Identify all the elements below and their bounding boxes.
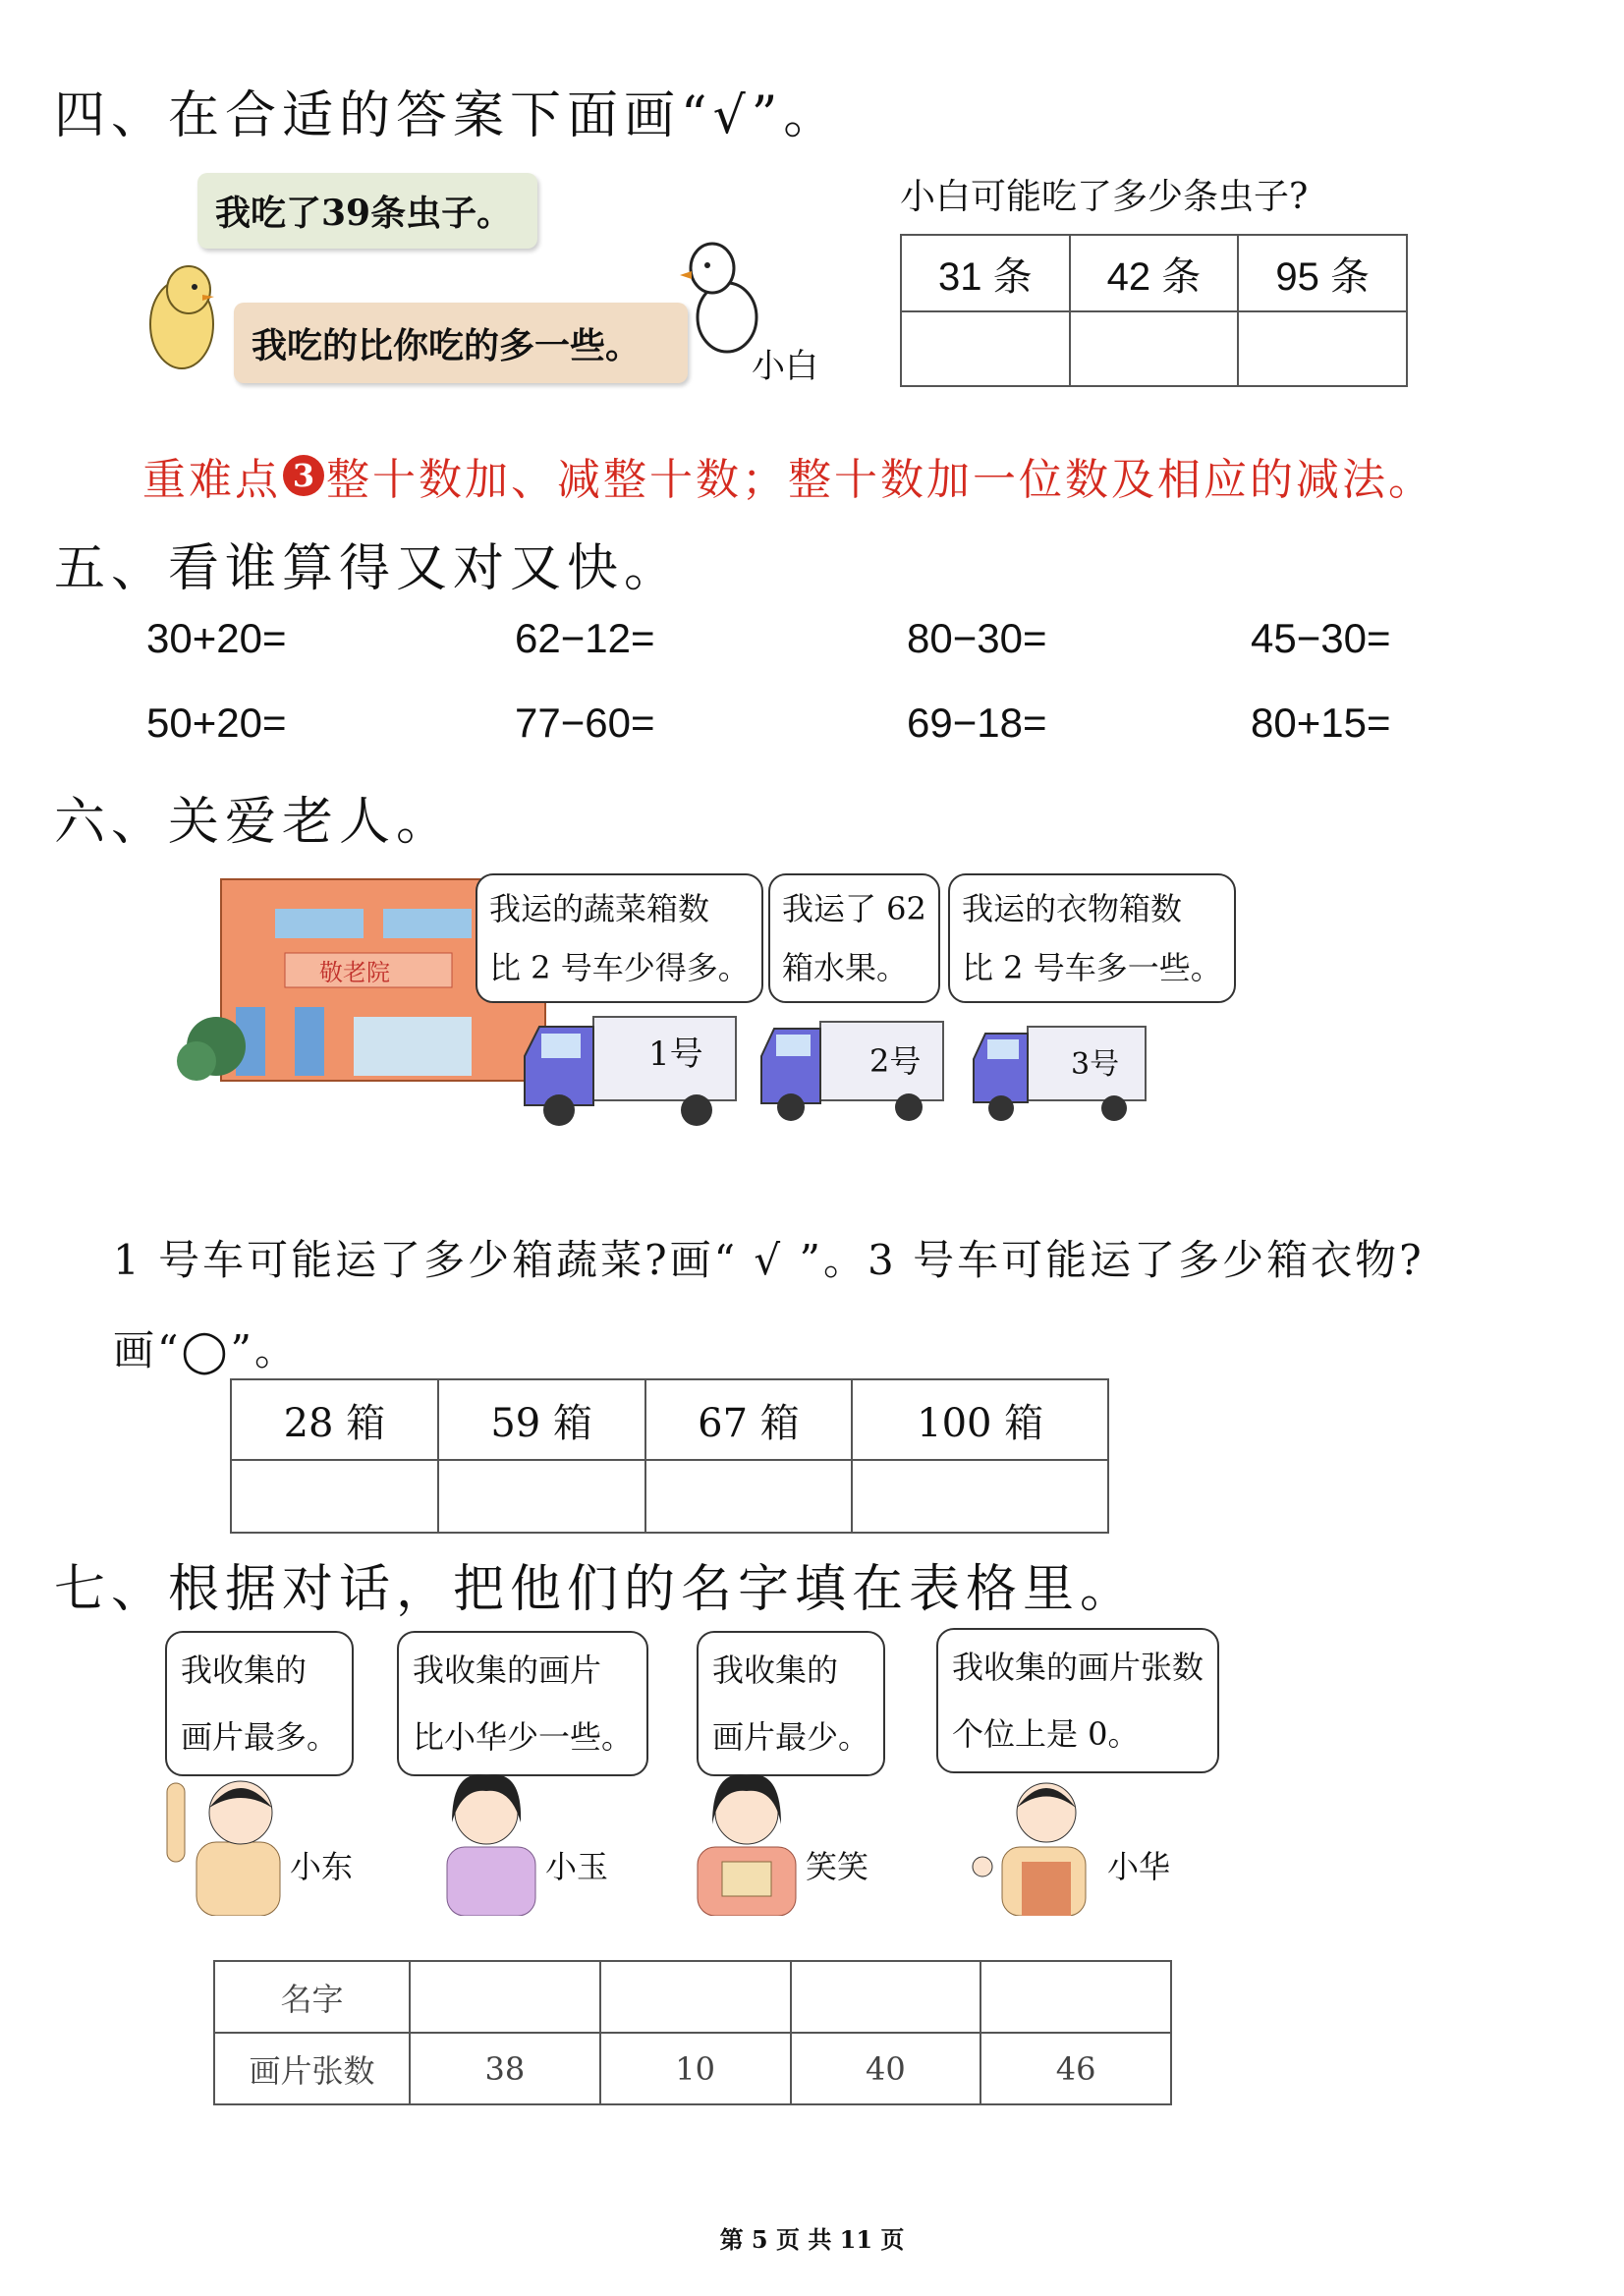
white-chick-name: 小白 (752, 347, 818, 386)
section6-question-line1: 1 号车可能运了多少箱蔬菜?画“ √ ”。3 号车可能运了多少箱衣物? (113, 1236, 1425, 1284)
speech-line: 比 2 号车少得多。 (489, 949, 750, 986)
picture-count-table (213, 1960, 1172, 2105)
yellow-chick-speech: 我吃了39条虫子。 (197, 173, 537, 249)
truck-1-illustration (520, 1012, 741, 1130)
option-cell: 31 条 (901, 235, 1070, 311)
name-answer-cell[interactable] (791, 1961, 981, 2033)
truck-2-label: 2号 (869, 1042, 922, 1080)
section6-question-line2: 画“◯”。 (113, 1326, 299, 1374)
xiaoyu-illustration (432, 1764, 550, 1916)
xiaohua-speech (936, 1628, 1219, 1773)
equation: 69−18= (907, 700, 1047, 746)
kid-name: 笑笑 (806, 1848, 869, 1885)
key-point-banner (142, 444, 1434, 507)
speech-line: 我收集的 (712, 1652, 839, 1689)
option-cell: 100 箱 (852, 1379, 1108, 1460)
truck3-speech (948, 873, 1236, 1003)
kid-name: 小玉 (545, 1848, 609, 1885)
answer-cell[interactable] (1070, 311, 1239, 386)
option-cell: 42 条 (1070, 235, 1239, 311)
truck-1-label: 1号 (648, 1035, 703, 1074)
speech-line: 比 2 号车多一些。 (962, 949, 1222, 986)
xiaohua-illustration (968, 1764, 1095, 1916)
speech-line: 画片最少。 (712, 1718, 870, 1756)
xiaoxiao-speech (697, 1631, 885, 1776)
key-point-prefix: 重难点 (142, 455, 281, 505)
building-sign: 敬老院 (319, 959, 390, 986)
option-cell: 95 条 (1238, 235, 1407, 311)
truck-3-label: 3号 (1071, 1047, 1120, 1082)
count-cell: 10 (600, 2033, 791, 2104)
equation: 80+15= (1251, 700, 1391, 746)
name-answer-cell[interactable] (410, 1961, 600, 2033)
xiaodong-illustration (157, 1764, 295, 1916)
truck1-speech (476, 873, 763, 1003)
option-cell: 59 箱 (438, 1379, 645, 1460)
truck2-speech (768, 873, 940, 1003)
xiaoxiao-illustration (688, 1764, 806, 1916)
truck-3-illustration (969, 1022, 1150, 1125)
speech-line: 我运的蔬菜箱数 (489, 890, 710, 927)
speech-line: 我收集的画片张数 (952, 1649, 1204, 1686)
section6-title: 六、关爱老人。 (54, 793, 454, 852)
row-label-name: 名字 (214, 1961, 410, 2033)
equation: 62−12= (515, 615, 655, 661)
option-cell: 67 箱 (645, 1379, 853, 1460)
count-cell: 46 (980, 2033, 1171, 2104)
section7-title: 七、根据对话，把他们的名字填在表格里。 (54, 1560, 1138, 1619)
xiaoyu-speech (397, 1631, 648, 1776)
speech-line: 我运的衣物箱数 (962, 890, 1183, 927)
name-answer-cell[interactable] (600, 1961, 791, 2033)
answer-cell[interactable] (645, 1460, 853, 1533)
equation: 45−30= (1251, 615, 1391, 661)
answer-cell[interactable] (438, 1460, 645, 1533)
equation: 80−30= (907, 615, 1047, 661)
equation: 50+20= (146, 700, 287, 746)
white-chick-speech: 我吃的比你吃的多一些。 (234, 303, 688, 383)
speech-line: 画片最多。 (181, 1718, 339, 1756)
speech-line: 比小华少一些。 (413, 1718, 634, 1756)
equation: 77−60= (515, 700, 655, 746)
key-point-number-badge: 3 (283, 455, 324, 496)
speech-line: 我运了 62 (782, 890, 926, 927)
section5-title: 五、看谁算得又对又快。 (54, 539, 682, 598)
section4-title: 四、在合适的答案下面画“√”。 (54, 86, 841, 145)
option-cell: 28 箱 (231, 1379, 438, 1460)
speech-line: 个位上是 0。 (952, 1715, 1140, 1753)
page-footer: 第 5 页 共 11 页 (719, 2225, 905, 2254)
yellow-chick-illustration (138, 246, 226, 373)
answer-cell[interactable] (901, 311, 1070, 386)
section4-question: 小白可能吃了多少条虫子? (900, 177, 1309, 217)
answer-table-6 (230, 1378, 1109, 1534)
count-cell: 40 (791, 2033, 981, 2104)
kid-name: 小东 (290, 1848, 354, 1885)
speech-line: 箱水果。 (782, 949, 909, 986)
speech-line: 我收集的 (181, 1652, 308, 1689)
equation: 30+20= (146, 615, 287, 661)
kid-name: 小华 (1107, 1848, 1171, 1885)
answer-cell[interactable] (1238, 311, 1407, 386)
name-answer-cell[interactable] (980, 1961, 1171, 2033)
answer-cell[interactable] (852, 1460, 1108, 1533)
row-label-count: 画片张数 (214, 2033, 410, 2104)
xiaodong-speech (165, 1631, 354, 1776)
answer-cell[interactable] (231, 1460, 438, 1533)
key-point-text: 整十数加、减整十数；整十数加一位数及相应的减法。 (326, 455, 1434, 505)
speech-line: 我收集的画片 (413, 1652, 602, 1689)
count-cell: 38 (410, 2033, 600, 2104)
answer-table-4 (900, 234, 1408, 387)
